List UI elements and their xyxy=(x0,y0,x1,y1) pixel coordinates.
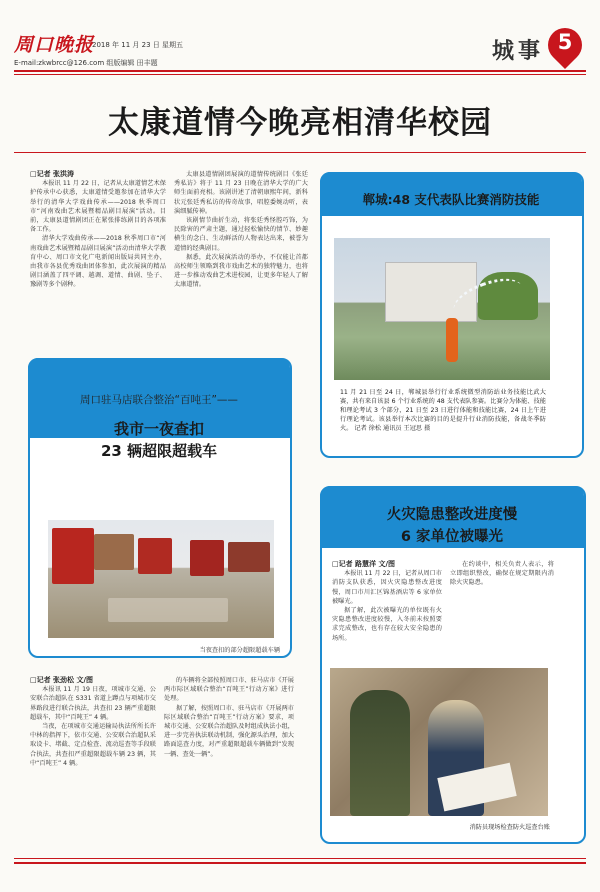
lead-article-column-2 xyxy=(174,170,308,340)
fire-hazard-byline: □记者 路慧洋 文/图 xyxy=(332,560,396,568)
truck-paragraph: 的车辆将全部按照周口市、驻马店市《开展两市际区域联合整治“百吨王”行动方案》进行处理。 xyxy=(164,677,294,703)
truck-illustration xyxy=(94,534,134,570)
fire-hazard-headline-2: 6 家单位被曝光 xyxy=(400,529,504,545)
truck-illustration xyxy=(138,538,172,574)
fire-drill-caption: 11 月 21 日至 24 日，郸城县举行行业系统微型消防站业务技能比武大赛，共有来自该县 6 个行业系统的 48 支代表队参赛。比赛分为体能、技能和理论考试 3 个部分，21 日至 23 日进行体能和技能比赛，24 日上午进行理论考试。该县举行本次比赛的目的是提升行业消防技能，备战冬季防火。 记者 徐松 通讯员 王冠思 摄 xyxy=(340,389,546,432)
dateline: 2018 年 11 月 23 日 星期五 xyxy=(92,41,183,49)
title-rule xyxy=(14,152,586,153)
truck-story-column-2 xyxy=(164,676,294,838)
lead-paragraph: 清华大学戏曲传承——2018 秋季周口市“河南戏曲艺术展暨精品剧目展演”活动由清华大学教育中心、周口市文化广电新闻出版局共同主办，由我市各县优秀戏曲团体参加，此次展演的精品剧目涵盖了四平调、越调、道情、曲剧、坠子、豫剧等多个剧种。 xyxy=(30,235,166,289)
truck-illustration xyxy=(190,540,224,576)
page-number: 5 xyxy=(557,30,573,54)
trucks-photo xyxy=(48,520,274,638)
fire-hazard-paragraph: 本报讯 11 月 22 日，记者从周口市消防支队获悉，因火灾隐患整改进度慢，周口市川汇区锦基酒店等 6 家单位被曝光。 xyxy=(332,570,442,605)
puddle-reflection xyxy=(108,598,228,622)
header-rule-thin xyxy=(14,74,586,75)
truck-paragraph: 据了解，按照周口市、驻马店市《开展两市际区域联合整治“百吨王”行动方案》要求，项城市交通、公安联合治超队及时组成执法小组，进一步完善执法联动机制，强化源头治理，加大路面巡查力度，对严重超限超载车辆做到“发现一辆、查处一辆”。 xyxy=(164,704,294,758)
truck-paragraph: 本报讯 11 月 19 日夜，项城市交通、公安联合治超队在 S331 省道上蹲点与项城市交界路段进行联合执法，共查扣 23 辆严重超限超载车，其中“百吨王” 4 辆。 xyxy=(30,686,156,721)
fire-hazard-column-1 xyxy=(332,560,442,660)
fire-hazard-headline-1: 火灾隐患整改进度慢 xyxy=(386,507,518,523)
lead-byline: □记者 张洪涛 xyxy=(30,170,75,178)
footer-rule-thin xyxy=(14,858,586,859)
lead-paragraph: 太康县道情剧团展演的道情传统剧目《张廷秀私访》将于 11 月 23 日晚在清华大学的广大师生面前亮相。该剧讲述了清朝康熙年间，新科状元张廷秀私访的传奇故事，唱腔委婉动听，表演细腻传神。 xyxy=(174,171,308,215)
firefighter-illustration xyxy=(350,690,410,816)
truck-illustration xyxy=(228,542,270,572)
fire-inspection-caption: 消防员现场检查防火巡查台账 xyxy=(469,824,550,831)
truck-byline: □记者 张劲松 文/图 xyxy=(30,676,94,684)
truck-story-headline-2: 23 辆超限超载车 xyxy=(100,442,218,460)
lead-article-column-1 xyxy=(30,170,166,340)
header-rule xyxy=(14,70,586,72)
editor-email-line: E-mail:zkwbrcc@126.com 组版编辑 田丰题 xyxy=(14,59,158,67)
footer-rule xyxy=(14,862,586,864)
section-name: 城事 xyxy=(492,38,545,64)
lead-paragraph: 据悉，此次展演活动的举办，不仅能让首都高校师生领略到我市戏曲艺术的独特魅力，也将进一步推动戏曲艺术进校园，让更多年轻人了解太康道情。 xyxy=(174,253,308,289)
truck-illustration xyxy=(52,528,94,584)
fire-hazard-column-2 xyxy=(450,560,554,660)
lead-paragraph: 该剧情节曲折生动，将张廷秀怪腔巧饰，为民除害的严肃主题，通过轻松愉快的情节、妙趣横生的念白、生动鲜活的人物表达出来，被誉为道情的经典剧目。 xyxy=(174,217,308,252)
fire-hazard-paragraph: 在约谈中，相关负责人表示，将立即组织整改，确保在规定期限内消除火灾隐患。 xyxy=(450,561,554,587)
truck-story-headline-1: 我市一夜查扣 xyxy=(113,420,204,438)
fire-drill-headline: 郸城:48 支代表队比赛消防技能 xyxy=(362,192,540,207)
firefighter-illustration xyxy=(446,318,458,362)
truck-story-column-1 xyxy=(30,676,156,838)
fire-hazard-paragraph: 据了解，此次被曝光的单位既有火灾隐患整改进度较慢，入冬前未按照要求完成整改，也有存在较大安全隐患的场所。 xyxy=(332,607,442,642)
trucks-photo-caption: 当夜查扣的部分超限超载车辆 xyxy=(199,647,280,654)
truck-paragraph: 当夜，在项城市交通运输局执法所所长许中林的指挥下，依市交通、公安联合治超队采取设卡、堵截、定点检查、流动巡查等手段联合执法，共查扣严重超限超载车辆 23 辆，其中“百吨王” 4 辆。 xyxy=(30,723,156,767)
truck-story-kicker: 周口驻马店联合整治“百吨王”—— xyxy=(80,394,238,406)
newspaper-masthead: 周口晚报 xyxy=(14,34,95,56)
lead-paragraph: 本报讯 11 月 22 日，记者从太康道情艺术保护传承中心获悉，太康道情受邀参加在清华大学举行的清华大学戏曲传承——2018 秋季周口市“河南戏曲艺术展暨精品剧目展演”活动。目前，太康县道情剧团正在紧张排练剧目的各项准备工作。 xyxy=(30,180,166,234)
main-headline: 太康道情今晚亮相清华校园 xyxy=(108,105,492,141)
